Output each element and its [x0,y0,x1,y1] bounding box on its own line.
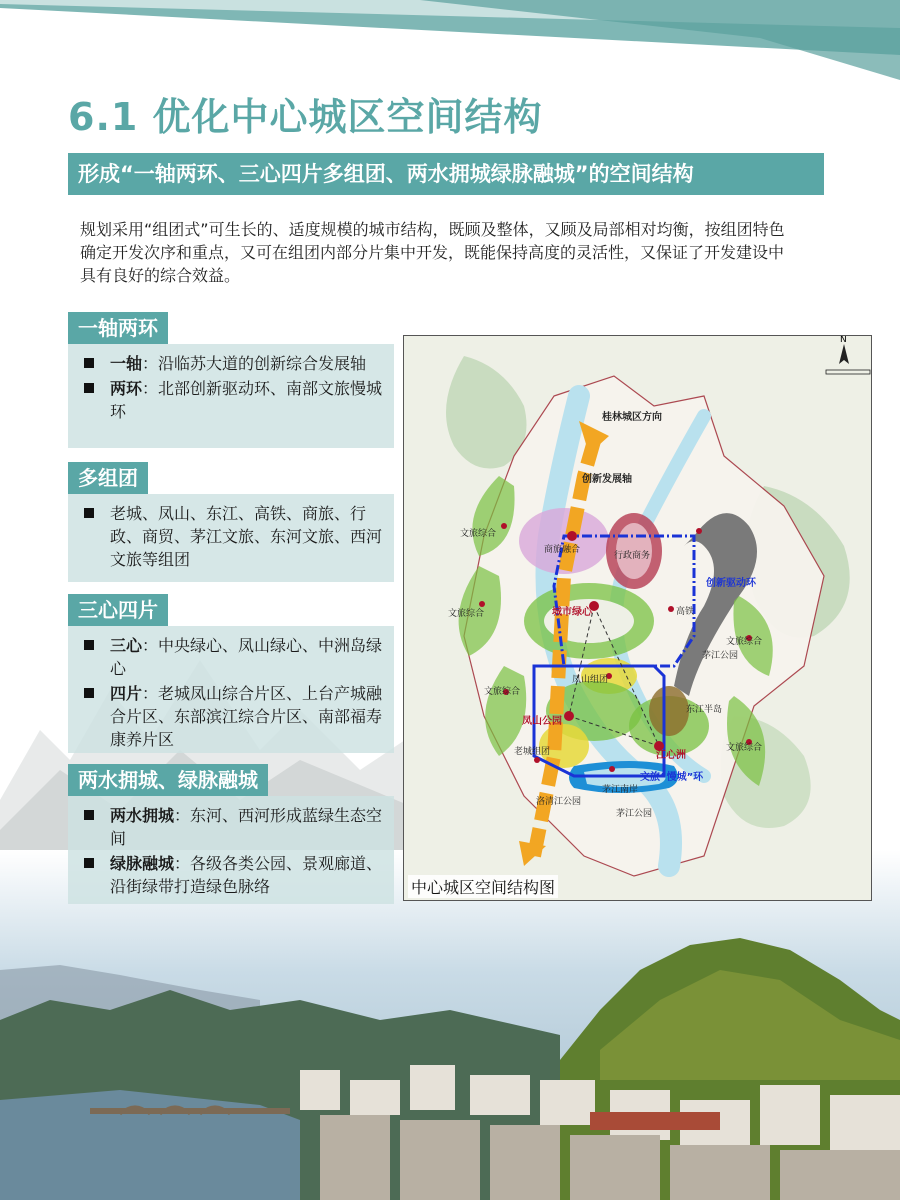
bullet-square-icon [84,640,94,650]
list-item: 两水拥城：东河、西河形成蓝绿生态空间 [82,804,384,850]
top-decorative-band [0,0,900,90]
page-title: 6.1 优化中心城区空间结构 [68,95,543,139]
map-label-dongjiang: 东江半岛 [686,705,723,715]
map-label-fengshan-park: 凤山公园 [522,716,562,727]
map-label-fengshan-group: 凤山组团 [572,675,609,685]
structure-banner: 形成“一轴两环、三心四片多组团、两水拥城绿脉融城”的空间结构 [68,153,824,195]
bullet-square-icon [84,383,94,393]
map-label-innovation-ring: 创新驱动环 [706,578,756,589]
map-label-xingzheng: 行政商务 [614,551,651,561]
map-label-jiangxinzhou: 江心洲 [656,750,686,761]
map-label-shanglv: 商旅融合 [544,545,581,555]
list-item: 两环：北部创新驱动环、南部文旅慢城环 [82,377,384,423]
section-heading-waters: 两水拥城、绿脉融城 [68,764,268,796]
list-item: 绿脉融城：各级各类公园、景观廊道、沿街绿带打造绿色脉络 [82,852,384,898]
map-label-laocheng: 老城组团 [514,747,551,757]
map-label-guilin: 桂林城区方向 [602,412,662,423]
section-heading-groups: 多组团 [68,462,148,494]
bullet-square-icon [84,688,94,698]
map-label-slow-city-ring: 文旅“慢城”环 [640,772,704,783]
list-item: 三心：中央绿心、凤山绿心、中洲岛绿心 [82,634,384,680]
list-item: 一轴：沿临苏大道的创新综合发展轴 [82,352,384,375]
compass-north-label: N [840,336,847,345]
map-label-wenlv-2: 文旅综合 [448,609,485,619]
section-heading-axis-rings: 一轴两环 [68,312,168,344]
map-label-wenlv-4: 文旅综合 [726,637,763,647]
section-heading-centers: 三心四片 [68,594,168,626]
map-label-city-green-heart: 城市绿心 [552,607,592,618]
map-caption: 中心城区空间结构图 [408,875,558,898]
map-label-axis: 创新发展轴 [582,474,632,485]
map-label-maojiang-park-2: 茅江公园 [702,651,739,661]
section-box-waters [68,796,394,904]
map-label-wenlv-3: 文旅综合 [484,687,521,697]
bullet-square-icon [84,810,94,820]
map-label-gaotie: 高铁 [676,607,695,617]
bullet-square-icon [84,858,94,868]
list-item: 四片：老城凤山综合片区、上台产城融合片区、东部滨江综合片区、南部福寿康养片区 [82,682,384,751]
bullet-square-icon [84,508,94,518]
map-label-maojiang-south: 茅江南岸 [602,785,639,795]
section-box-axis-rings [68,344,394,448]
map-label-wenlv-1: 文旅综合 [460,529,497,539]
intro-paragraph: 规划采用“组团式”可生长的、适度规模的城市结构，既顾及整体，又顾及局部相对均衡，按组团特色确定开发次序和重点，又可在组团内部分片集中开发，既能保持高度的灵活性，又保证了开发建设中具有良好的综合效益。 [80,220,785,285]
list-item: 老城、凤山、东江、高铁、商旅、行政、商贸、茅江文旅、东河文旅、西河文旅等组团 [82,502,384,571]
section-box-centers [68,626,394,753]
map-label-luoqing-park: 洛清江公园 [536,797,582,807]
map-label-maojiang-park: 茅江公园 [616,809,653,819]
spatial-structure-map [403,335,872,901]
map-label-wenlv-5: 文旅综合 [726,743,763,753]
bullet-square-icon [84,358,94,368]
section-box-groups [68,494,394,582]
